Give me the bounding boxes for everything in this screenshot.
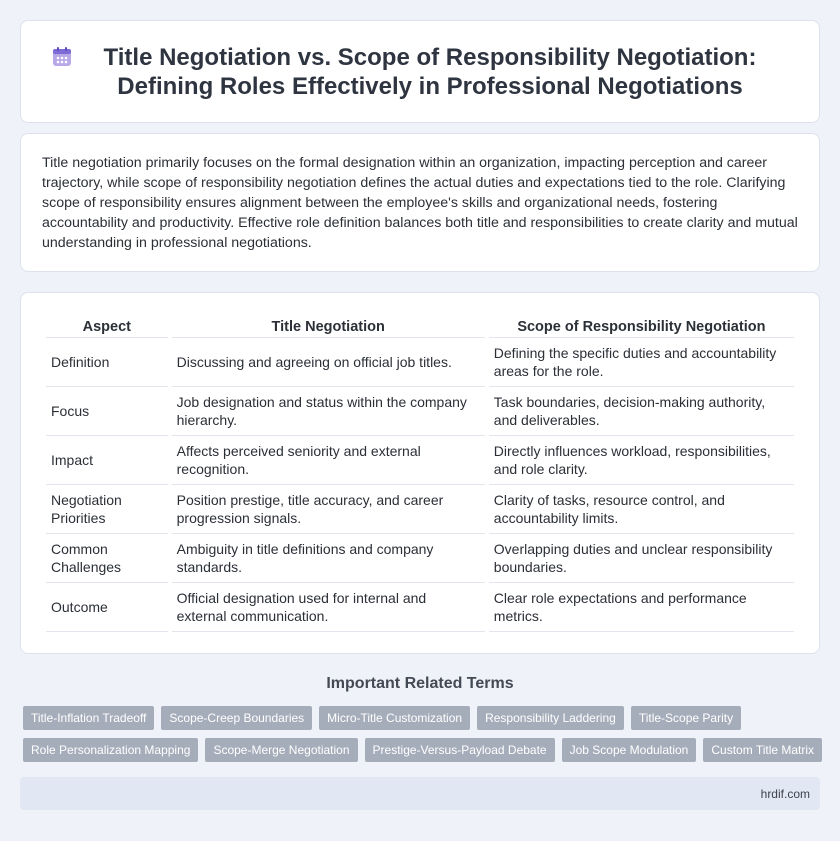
table-row (46, 534, 794, 583)
row-scope-cell: Clarity of tasks, resource control, and accountability limits. (489, 485, 794, 534)
row-aspect: Common Challenges (46, 534, 168, 583)
related-term-tag[interactable]: Job Scope Modulation (562, 738, 697, 762)
related-term-tag[interactable]: Role Personalization Mapping (23, 738, 198, 762)
footer-site-link[interactable]: hrdif.com (760, 787, 810, 801)
row-scope-cell: Defining the specific duties and accountability areas for the role. (489, 338, 794, 387)
related-term-tag[interactable]: Title-Scope Parity (631, 706, 741, 730)
intro-paragraph: Title negotiation primarily focuses on the formal designation within an organization, impacting perception and career trajectory, while scope of responsibility negotiation defines the actual duties and expectations tied to the role. Clarifying scope of responsibility ensures alignment between the employee's skills and organizational needs, fostering accountability and productivity. Effective role definition balances both title and responsibilities to create clarity and mutual understanding in professional negotiations. (42, 155, 798, 251)
table-row (46, 338, 794, 387)
related-term-tag[interactable]: Title-Inflation Tradeoff (23, 706, 154, 730)
row-aspect: Outcome (46, 583, 168, 632)
related-term-tag[interactable]: Responsibility Laddering (477, 706, 624, 730)
title-card (20, 20, 820, 123)
row-aspect: Negotiation Priorities (46, 485, 168, 534)
row-title-cell: Discussing and agreeing on official job titles. (172, 338, 485, 387)
row-title-cell: Affects perceived seniority and external recognition. (172, 436, 485, 485)
comparison-table (42, 315, 798, 632)
row-aspect: Focus (46, 387, 168, 436)
intro-card (20, 133, 820, 272)
header-scope-negotiation: Scope of Responsibility Negotiation (489, 315, 794, 338)
table-row (46, 387, 794, 436)
tag-row (23, 738, 823, 762)
row-scope-cell: Task boundaries, decision-making authority, and deliverables. (489, 387, 794, 436)
related-terms-tags (23, 706, 823, 770)
header-aspect: Aspect (46, 315, 168, 338)
related-term-tag[interactable]: Scope-Creep Boundaries (161, 706, 312, 730)
row-scope-cell: Overlapping duties and unclear responsibility boundaries. (489, 534, 794, 583)
tag-row (23, 706, 823, 730)
table-row (46, 583, 794, 632)
related-term-tag[interactable]: Custom Title Matrix (703, 738, 822, 762)
row-scope-cell: Clear role expectations and performance metrics. (489, 583, 794, 632)
related-term-tag[interactable]: Prestige-Versus-Payload Debate (365, 738, 555, 762)
row-aspect: Impact (46, 436, 168, 485)
row-title-cell: Official designation used for internal and external communication. (172, 583, 485, 632)
header-title-negotiation: Title Negotiation (172, 315, 485, 338)
row-scope-cell: Directly influences workload, responsibilities, and role clarity. (489, 436, 794, 485)
related-terms-heading: Important Related Terms (326, 675, 514, 692)
row-aspect: Definition (46, 338, 168, 387)
related-term-tag[interactable]: Scope-Merge Negotiation (205, 738, 357, 762)
table-row (46, 485, 794, 534)
row-title-cell: Job designation and status within the company hierarchy. (172, 387, 485, 436)
footer-bar (20, 777, 820, 810)
table-header-row (46, 315, 794, 338)
row-title-cell: Ambiguity in title definitions and company standards. (172, 534, 485, 583)
related-term-tag[interactable]: Micro-Title Customization (319, 706, 470, 730)
page-title: Title Negotiation vs. Scope of Responsibility Negotiation: Defining Roles Effectively in Professional Negotiations (103, 44, 757, 100)
table-row (46, 436, 794, 485)
comparison-card (20, 292, 820, 654)
row-title-cell: Position prestige, title accuracy, and career progression signals. (172, 485, 485, 534)
